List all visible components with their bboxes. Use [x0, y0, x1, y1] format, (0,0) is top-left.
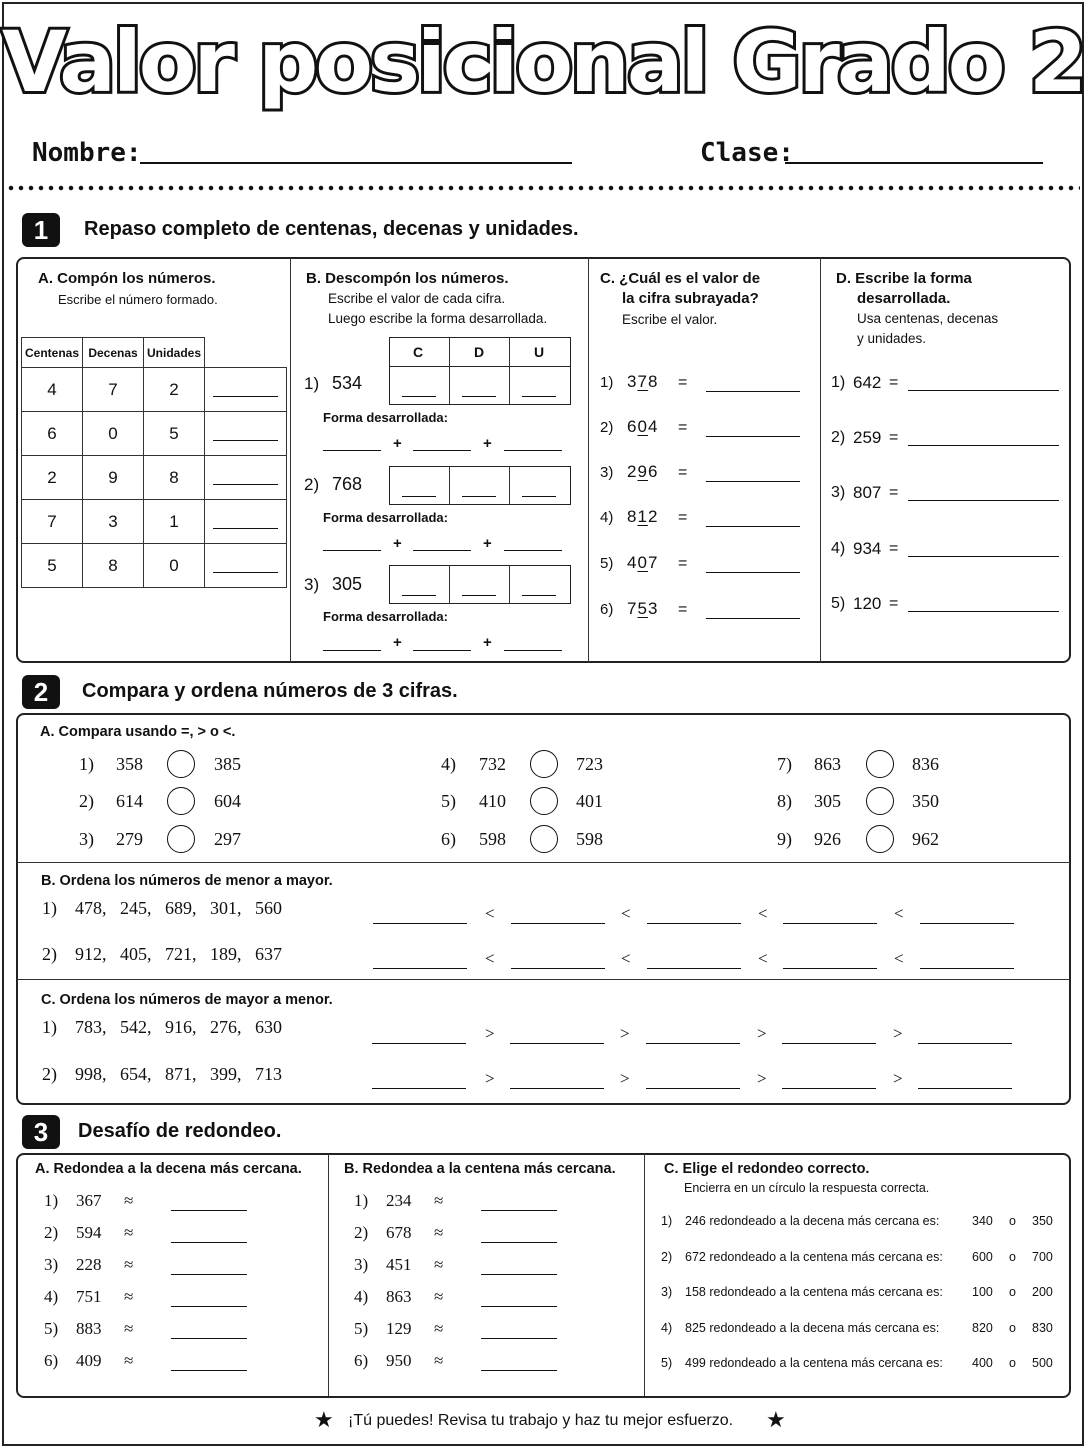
item-number: 8) — [777, 791, 792, 811]
item-number: 3) — [354, 1255, 369, 1274]
answer-blank[interactable] — [908, 390, 1059, 391]
less-than-sign: < — [621, 949, 631, 968]
greater-than-sign: > — [620, 1024, 630, 1043]
number-a: 358 — [116, 754, 143, 774]
divider — [509, 337, 510, 367]
equals-sign: = — [889, 540, 899, 557]
answer-blank[interactable] — [908, 611, 1059, 612]
approx-sign: ≈ — [124, 1191, 134, 1210]
divider — [290, 258, 291, 662]
answer-blank[interactable] — [706, 436, 800, 437]
or-label: o — [1009, 1250, 1016, 1264]
item-number: 3) — [661, 1285, 673, 1299]
answer-blank[interactable] — [171, 1370, 247, 1371]
answer-cell[interactable] — [205, 500, 287, 544]
footer-message: ¡Tú puedes! Revisa tu trabajo y haz tu mejor esfuerzo. — [348, 1412, 734, 1429]
item-number: 2) — [354, 1223, 369, 1242]
number-value: 883 — [76, 1319, 102, 1338]
answer-blank[interactable] — [171, 1338, 247, 1339]
item-number: 2) — [42, 944, 57, 964]
number-list: 783, 542, 916, 276, 630 — [75, 1017, 282, 1037]
item-number: 3) — [44, 1255, 59, 1274]
option-a[interactable]: 100 — [972, 1285, 993, 1299]
item-number: 1) — [661, 1214, 673, 1228]
item-number: 5) — [831, 595, 846, 612]
greater-than-sign: > — [485, 1069, 495, 1088]
item-number: 3) — [600, 464, 614, 481]
s1d-instructions-2: y unidades. — [857, 331, 927, 346]
approx-sign: ≈ — [124, 1351, 134, 1370]
plus-sign: + — [483, 535, 492, 552]
number-value: 234 — [386, 1191, 412, 1210]
answer-blank[interactable] — [510, 1043, 604, 1044]
expanded-form-label: Forma desarrollada: — [323, 609, 448, 624]
equals-sign: = — [889, 484, 899, 501]
number-value: 594 — [76, 1223, 102, 1242]
item-number: 7) — [777, 754, 792, 774]
less-than-sign: < — [621, 904, 631, 923]
answer-blank[interactable] — [510, 1088, 604, 1089]
item-number: 1) — [79, 754, 94, 774]
s1a-instructions: Escribe el número formado. — [58, 292, 218, 307]
option-b[interactable]: 350 — [1032, 1214, 1053, 1228]
number-b: 723 — [576, 754, 603, 774]
or-label: o — [1009, 1214, 1016, 1228]
cell: 9 — [83, 456, 144, 500]
number-value: 950 — [386, 1351, 412, 1370]
number-value: 259 — [853, 428, 882, 447]
answer-blank[interactable] — [481, 1370, 557, 1371]
answer-blank[interactable] — [783, 968, 877, 969]
class-label: Clase: — [700, 138, 794, 168]
number-b: 385 — [214, 754, 241, 774]
cell: 5 — [144, 412, 205, 456]
s1b-instructions-2: Luego escribe la forma desarrollada. — [328, 311, 548, 326]
plus-sign: + — [483, 634, 492, 651]
cell: 6 — [22, 412, 83, 456]
place-value-table — [21, 337, 287, 588]
greater-than-sign: > — [893, 1069, 903, 1088]
answer-blank[interactable] — [481, 1306, 557, 1307]
divider — [644, 1154, 645, 1397]
number-value: 409 — [76, 1351, 102, 1370]
plus-sign: + — [483, 435, 492, 452]
number-b: 836 — [912, 754, 939, 774]
section-1-number: 1 — [22, 213, 60, 247]
number-value: 305 — [332, 574, 363, 594]
cell: 2 — [22, 456, 83, 500]
item-number: 2) — [831, 429, 846, 446]
cell: 5 — [22, 544, 83, 588]
s1d-instructions-1: Usa centenas, decenas — [857, 311, 999, 326]
s1b-title: B. Descompón los números. — [306, 270, 509, 287]
answer-blank[interactable] — [706, 572, 800, 573]
digit-boxes[interactable] — [389, 565, 571, 604]
number-a: 614 — [116, 791, 143, 811]
s1d-title-2: desarrollada. — [857, 290, 951, 307]
or-label: o — [1009, 1321, 1016, 1335]
answer-blank[interactable] — [504, 450, 562, 451]
compare-circle[interactable] — [167, 825, 195, 853]
digit-boxes[interactable] — [389, 366, 571, 405]
number-b: 604 — [214, 791, 241, 811]
compare-circle[interactable] — [866, 787, 894, 815]
equals-sign: = — [678, 464, 688, 481]
item-number: 2) — [661, 1250, 673, 1264]
answer-blank[interactable] — [481, 1274, 557, 1275]
answer-cell[interactable] — [205, 368, 287, 412]
header-decenas: Decenas — [83, 338, 144, 368]
header-c: C — [413, 344, 424, 360]
option-a[interactable]: 400 — [972, 1356, 993, 1370]
approx-sign: ≈ — [434, 1255, 444, 1274]
number-a: 305 — [814, 791, 841, 811]
answer-blank[interactable] — [413, 550, 471, 551]
answer-blank[interactable] — [413, 650, 471, 651]
item-number: 3) — [831, 484, 846, 501]
answer-blank[interactable] — [372, 1043, 466, 1044]
answer-blank[interactable] — [171, 1210, 247, 1211]
item-number: 6) — [44, 1351, 59, 1370]
answer-blank[interactable] — [481, 1242, 557, 1243]
greater-than-sign: > — [757, 1069, 767, 1088]
dotted-divider — [6, 184, 1080, 192]
less-than-sign: < — [894, 904, 904, 923]
header-centenas: Centenas — [22, 338, 83, 368]
section-2-number: 2 — [22, 675, 60, 709]
option-a[interactable]: 600 — [972, 1250, 993, 1264]
item-number: 1) — [831, 374, 846, 391]
table-row — [22, 500, 287, 544]
option-a[interactable]: 820 — [972, 1321, 993, 1335]
answer-blank[interactable] — [323, 550, 381, 551]
section-1-title: Repaso completo de centenas, decenas y unidades. — [84, 218, 579, 240]
number-a: 410 — [479, 791, 506, 811]
greater-than-sign: > — [620, 1069, 630, 1088]
greater-than-sign: > — [485, 1024, 495, 1043]
item-number: 3) — [304, 575, 320, 594]
number-a: 598 — [479, 829, 506, 849]
equals-sign: = — [678, 374, 688, 391]
greater-than-sign: > — [893, 1024, 903, 1043]
item-number: 1) — [600, 374, 614, 391]
question-text: 825 redondeado a la decena más cercana es: — [685, 1321, 940, 1335]
item-number: 5) — [600, 555, 614, 572]
divider — [17, 862, 1070, 863]
approx-sign: ≈ — [124, 1223, 134, 1242]
digit-boxes[interactable] — [389, 466, 571, 505]
divider — [17, 979, 1070, 980]
item-number: 4) — [600, 509, 614, 526]
number-b: 297 — [214, 829, 241, 849]
answer-blank[interactable] — [782, 1043, 876, 1044]
question-text: 246 redondeado a la decena más cercana es: — [685, 1214, 940, 1228]
s2b-title: B. Ordena los números de menor a mayor. — [41, 873, 333, 889]
answer-blank[interactable] — [323, 650, 381, 651]
approx-sign: ≈ — [124, 1287, 134, 1306]
answer-blank[interactable] — [647, 968, 741, 969]
compare-circle[interactable] — [530, 825, 558, 853]
number-value: 812 — [627, 507, 659, 526]
plus-sign: + — [393, 435, 402, 452]
header-d: D — [474, 344, 485, 360]
answer-cell[interactable] — [205, 544, 287, 588]
item-number: 2) — [42, 1064, 57, 1084]
answer-blank[interactable] — [511, 923, 605, 924]
table-row — [22, 368, 287, 412]
less-than-sign: < — [894, 949, 904, 968]
question-text: 158 redondeado a la centena más cercana es: — [685, 1285, 943, 1299]
approx-sign: ≈ — [434, 1319, 444, 1338]
s3c-title: C. Elige el redondeo correcto. — [664, 1161, 870, 1177]
number-value: 129 — [386, 1319, 412, 1338]
compare-circle[interactable] — [167, 787, 195, 815]
number-list: 998, 654, 871, 399, 713 — [75, 1064, 282, 1084]
header-unidades: Unidades — [144, 338, 205, 368]
answer-blank[interactable] — [918, 1088, 1012, 1089]
number-value: 753 — [627, 599, 659, 618]
number-b: 598 — [576, 829, 603, 849]
equals-sign: = — [678, 555, 688, 572]
cell: 1 — [144, 500, 205, 544]
divider — [328, 1154, 329, 1397]
answer-blank[interactable] — [511, 968, 605, 969]
number-value: 604 — [627, 417, 659, 436]
option-a[interactable]: 340 — [972, 1214, 993, 1228]
less-than-sign: < — [485, 949, 495, 968]
answer-blank[interactable] — [920, 923, 1014, 924]
approx-sign: ≈ — [434, 1223, 444, 1242]
option-b[interactable]: 830 — [1032, 1321, 1053, 1335]
answer-blank[interactable] — [504, 550, 562, 551]
item-number: 9) — [777, 829, 792, 849]
answer-blank[interactable] — [783, 923, 877, 924]
number-value: 863 — [386, 1287, 412, 1306]
answer-blank[interactable] — [647, 923, 741, 924]
number-value: 678 — [386, 1223, 412, 1242]
header-u: U — [534, 344, 545, 360]
equals-sign: = — [889, 374, 899, 391]
divider — [449, 337, 450, 367]
cell: 8 — [144, 456, 205, 500]
item-number: 5) — [661, 1356, 673, 1370]
s3b-title: B. Redondea a la centena más cercana. — [344, 1161, 616, 1177]
number-value: 642 — [853, 373, 882, 392]
cell: 4 — [22, 368, 83, 412]
plus-sign: + — [393, 634, 402, 651]
approx-sign: ≈ — [434, 1287, 444, 1306]
answer-blank[interactable] — [504, 650, 562, 651]
item-number: 2) — [79, 791, 94, 811]
divider — [820, 258, 821, 662]
item-number: 4) — [831, 540, 846, 557]
number-value: 451 — [386, 1255, 412, 1274]
cell: 0 — [144, 544, 205, 588]
answer-blank[interactable] — [782, 1088, 876, 1089]
number-value: 768 — [332, 474, 363, 494]
number-b: 962 — [912, 829, 939, 849]
answer-blank[interactable] — [706, 526, 800, 527]
item-number: 5) — [44, 1319, 59, 1338]
divider — [588, 258, 589, 662]
plus-sign: + — [393, 535, 402, 552]
s1a-title: A. Compón los números. — [38, 270, 216, 287]
item-number: 1) — [44, 1191, 59, 1210]
answer-blank[interactable] — [908, 556, 1059, 557]
option-b[interactable]: 500 — [1032, 1356, 1053, 1370]
answer-cell[interactable] — [205, 412, 287, 456]
number-list: 478, 245, 689, 301, 560 — [75, 898, 282, 918]
answer-blank[interactable] — [373, 968, 467, 969]
item-number: 6) — [600, 601, 614, 618]
answer-blank[interactable] — [908, 445, 1059, 446]
answer-blank[interactable] — [706, 481, 800, 482]
approx-sign: ≈ — [124, 1255, 134, 1274]
expanded-form-label: Forma desarrollada: — [323, 510, 448, 525]
item-number: 3) — [79, 829, 94, 849]
s2c-title: C. Ordena los números de mayor a menor. — [41, 992, 333, 1008]
number-value: 407 — [627, 553, 659, 572]
answer-blank[interactable] — [646, 1088, 740, 1089]
number-value: 751 — [76, 1287, 102, 1306]
cell: 0 — [83, 412, 144, 456]
cell: 2 — [144, 368, 205, 412]
number-value: 534 — [332, 373, 363, 393]
answer-blank[interactable] — [706, 618, 800, 619]
number-value: 296 — [627, 462, 659, 481]
greater-than-sign: > — [757, 1024, 767, 1043]
s1b-instructions-1: Escribe el valor de cada cifra. — [328, 291, 506, 306]
s2a-title: A. Compara usando =, > o <. — [40, 724, 236, 740]
answer-blank[interactable] — [481, 1338, 557, 1339]
answer-blank[interactable] — [171, 1274, 247, 1275]
answer-blank[interactable] — [918, 1043, 1012, 1044]
class-field[interactable] — [785, 162, 1043, 164]
equals-sign: = — [889, 595, 899, 612]
approx-sign: ≈ — [124, 1319, 134, 1338]
item-number: 1) — [354, 1191, 369, 1210]
answer-blank[interactable] — [413, 450, 471, 451]
question-text: 499 redondeado a la centena más cercana es: — [685, 1356, 943, 1370]
item-number: 4) — [44, 1287, 59, 1306]
item-number: 4) — [354, 1287, 369, 1306]
answer-blank[interactable] — [706, 391, 800, 392]
answer-blank[interactable] — [646, 1043, 740, 1044]
s1c-title-1: C. ¿Cuál es el valor de — [600, 270, 761, 287]
item-number: 6) — [354, 1351, 369, 1370]
expanded-form-label: Forma desarrollada: — [323, 410, 448, 425]
item-number: 1) — [42, 898, 57, 918]
compare-circle[interactable] — [866, 825, 894, 853]
star-icon: ★ — [766, 1408, 786, 1433]
compare-circle[interactable] — [530, 787, 558, 815]
number-a: 732 — [479, 754, 506, 774]
answer-blank[interactable] — [372, 1088, 466, 1089]
answer-blank[interactable] — [323, 450, 381, 451]
answer-blank[interactable] — [481, 1210, 557, 1211]
item-number: 5) — [441, 791, 456, 811]
equals-sign: = — [678, 419, 688, 436]
less-than-sign: < — [485, 904, 495, 923]
s1c-title-2: la cifra subrayada? — [622, 290, 759, 307]
answer-blank[interactable] — [920, 968, 1014, 969]
item-number: 4) — [661, 1321, 673, 1335]
number-value: 807 — [853, 483, 882, 502]
cell: 3 — [83, 500, 144, 544]
or-label: o — [1009, 1285, 1016, 1299]
item-number: 2) — [304, 475, 320, 494]
item-number: 6) — [441, 829, 456, 849]
s3a-title: A. Redondea a la decena más cercana. — [35, 1161, 302, 1177]
answer-blank[interactable] — [373, 923, 467, 924]
name-field[interactable] — [140, 162, 572, 164]
table-row — [22, 412, 287, 456]
option-b[interactable]: 200 — [1032, 1285, 1053, 1299]
answer-blank[interactable] — [171, 1242, 247, 1243]
item-number: 1) — [304, 374, 320, 393]
cell: 7 — [22, 500, 83, 544]
item-number: 2) — [44, 1223, 59, 1242]
equals-sign: = — [889, 429, 899, 446]
answer-cell[interactable] — [205, 456, 287, 500]
s1c-instructions: Escribe el valor. — [622, 312, 718, 327]
item-number: 5) — [354, 1319, 369, 1338]
number-list: 912, 405, 721, 189, 637 — [75, 944, 282, 964]
table-row — [22, 456, 287, 500]
star-icon: ★ — [314, 1408, 334, 1433]
number-a: 279 — [116, 829, 143, 849]
item-number: 2) — [600, 419, 614, 436]
section-3-number: 3 — [22, 1115, 60, 1149]
item-number: 4) — [441, 754, 456, 774]
compare-circle[interactable] — [167, 750, 195, 778]
number-value: 228 — [76, 1255, 102, 1274]
s3c-instructions: Encierra en un círculo la respuesta correcta. — [684, 1181, 930, 1195]
number-a: 926 — [814, 829, 841, 849]
cell: 8 — [83, 544, 144, 588]
compare-circle[interactable] — [866, 750, 894, 778]
item-number: 1) — [42, 1017, 57, 1037]
less-than-sign: < — [758, 904, 768, 923]
number-b: 350 — [912, 791, 939, 811]
section-3-title: Desafío de redondeo. — [78, 1120, 282, 1142]
approx-sign: ≈ — [434, 1191, 444, 1210]
compare-circle[interactable] — [530, 750, 558, 778]
table-row — [22, 544, 287, 588]
equals-sign: = — [678, 509, 688, 526]
answer-blank[interactable] — [171, 1306, 247, 1307]
approx-sign: ≈ — [434, 1351, 444, 1370]
page-title: Valor posicional Grado 2 — [1, 13, 1085, 111]
number-a: 863 — [814, 754, 841, 774]
or-label: o — [1009, 1356, 1016, 1370]
question-text: 672 redondeado a la centena más cercana es: — [685, 1250, 943, 1264]
number-value: 120 — [853, 594, 882, 613]
number-value: 378 — [627, 372, 659, 391]
name-label: Nombre: — [32, 138, 142, 168]
section-2-title: Compara y ordena números de 3 cifras. — [82, 680, 458, 702]
cell: 7 — [83, 368, 144, 412]
answer-blank[interactable] — [908, 500, 1059, 501]
option-b[interactable]: 700 — [1032, 1250, 1053, 1264]
number-value: 934 — [853, 539, 882, 558]
less-than-sign: < — [758, 949, 768, 968]
number-value: 367 — [76, 1191, 102, 1210]
number-b: 401 — [576, 791, 603, 811]
equals-sign: = — [678, 601, 688, 618]
s1d-title-1: D. Escribe la forma — [836, 270, 972, 287]
